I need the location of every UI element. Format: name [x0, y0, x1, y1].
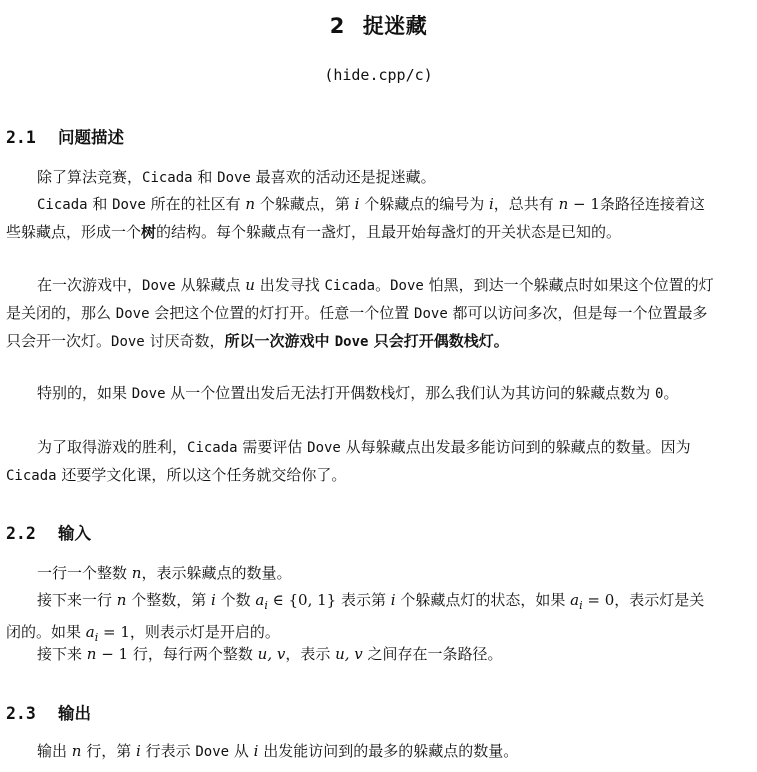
paragraph-intro: 除了算法竞赛，Cicada 和 Dove 最喜欢的活动还是捉迷藏。 [37, 168, 436, 186]
paragraph-tree: Cicada 和 Dove 所在的社区有 n 个躲藏点，第 i 个躲藏点的编号为 i，总共有 n − 1条路径连接着这些躲藏点，形成一个树的结构。每个躲藏点有一盏灯，且最开始每盏灯的开关状态是已知的。 [6, 195, 705, 241]
problem-name: 捉迷藏 [362, 14, 428, 38]
section-title: 输出 [58, 704, 91, 723]
paragraph-output: 输出 n 行，第 i 行表示 Dove 从 i 出发能访问到的最多的躲藏点的数量。 [37, 742, 519, 760]
paragraph-special-case: 特别的，如果 Dove 从一个位置出发后无法打开偶数栈灯，那么我们认为其访问的躲藏点数为 0。 [37, 384, 679, 402]
section-number: 2.1 [6, 128, 36, 147]
paragraph-task: 为了取得游戏的胜利，Cicada 需要评估 Dove 从每躲藏点出发最多能访问到的躲藏点的数量。因为 Cicada 还要学文化课，所以这个任务就交给你了。 [6, 438, 691, 484]
section-heading-output [6, 700, 91, 724]
paragraph-input-n: 一行一个整数 n，表示躲藏点的数量。 [37, 564, 292, 582]
section-title: 输入 [58, 524, 91, 543]
section-title: 问题描述 [58, 128, 124, 147]
paragraph-game: 在一次游戏中，Dove 从躲藏点 u 出发寻找 Cicada。Dove 怕黑，到达一个躲藏点时如果这个位置的灯是关闭的，那么 Dove 会把这个位置的灯打开。任意一个位置 Dove 都可以访问多次，但是每一个位置最多只会开一次灯。Dove 讨厌奇数，所以一次游戏中 Dove 只会打开偶数栈灯。 [6, 276, 714, 350]
problem-filename: (hide.cpp/c) [324, 66, 433, 84]
problem-number: 2 [329, 14, 345, 38]
bold-rule: 所以一次游戏中 Dove 只会打开偶数栈灯。 [224, 332, 509, 350]
section-number: 2.2 [6, 524, 36, 543]
section-heading-input [6, 520, 91, 544]
section-number: 2.3 [6, 704, 36, 723]
section-heading-description [6, 124, 124, 148]
problem-title [0, 10, 757, 40]
paragraph-input-lights: 接下来一行 n 个整数，第 i 个数 $a_i$ ∈ {0, 1} 表示第 i 个躲藏点灯的状态，如果 $a_i = 0$，表示灯是关闭的。如果 $a_i = 1$，则表示灯是开启的。 [6, 591, 705, 644]
paragraph-input-edges: 接下来 n − 1 行，每行两个整数 u, v，表示 u, v 之间存在一条路径。 [37, 645, 503, 663]
